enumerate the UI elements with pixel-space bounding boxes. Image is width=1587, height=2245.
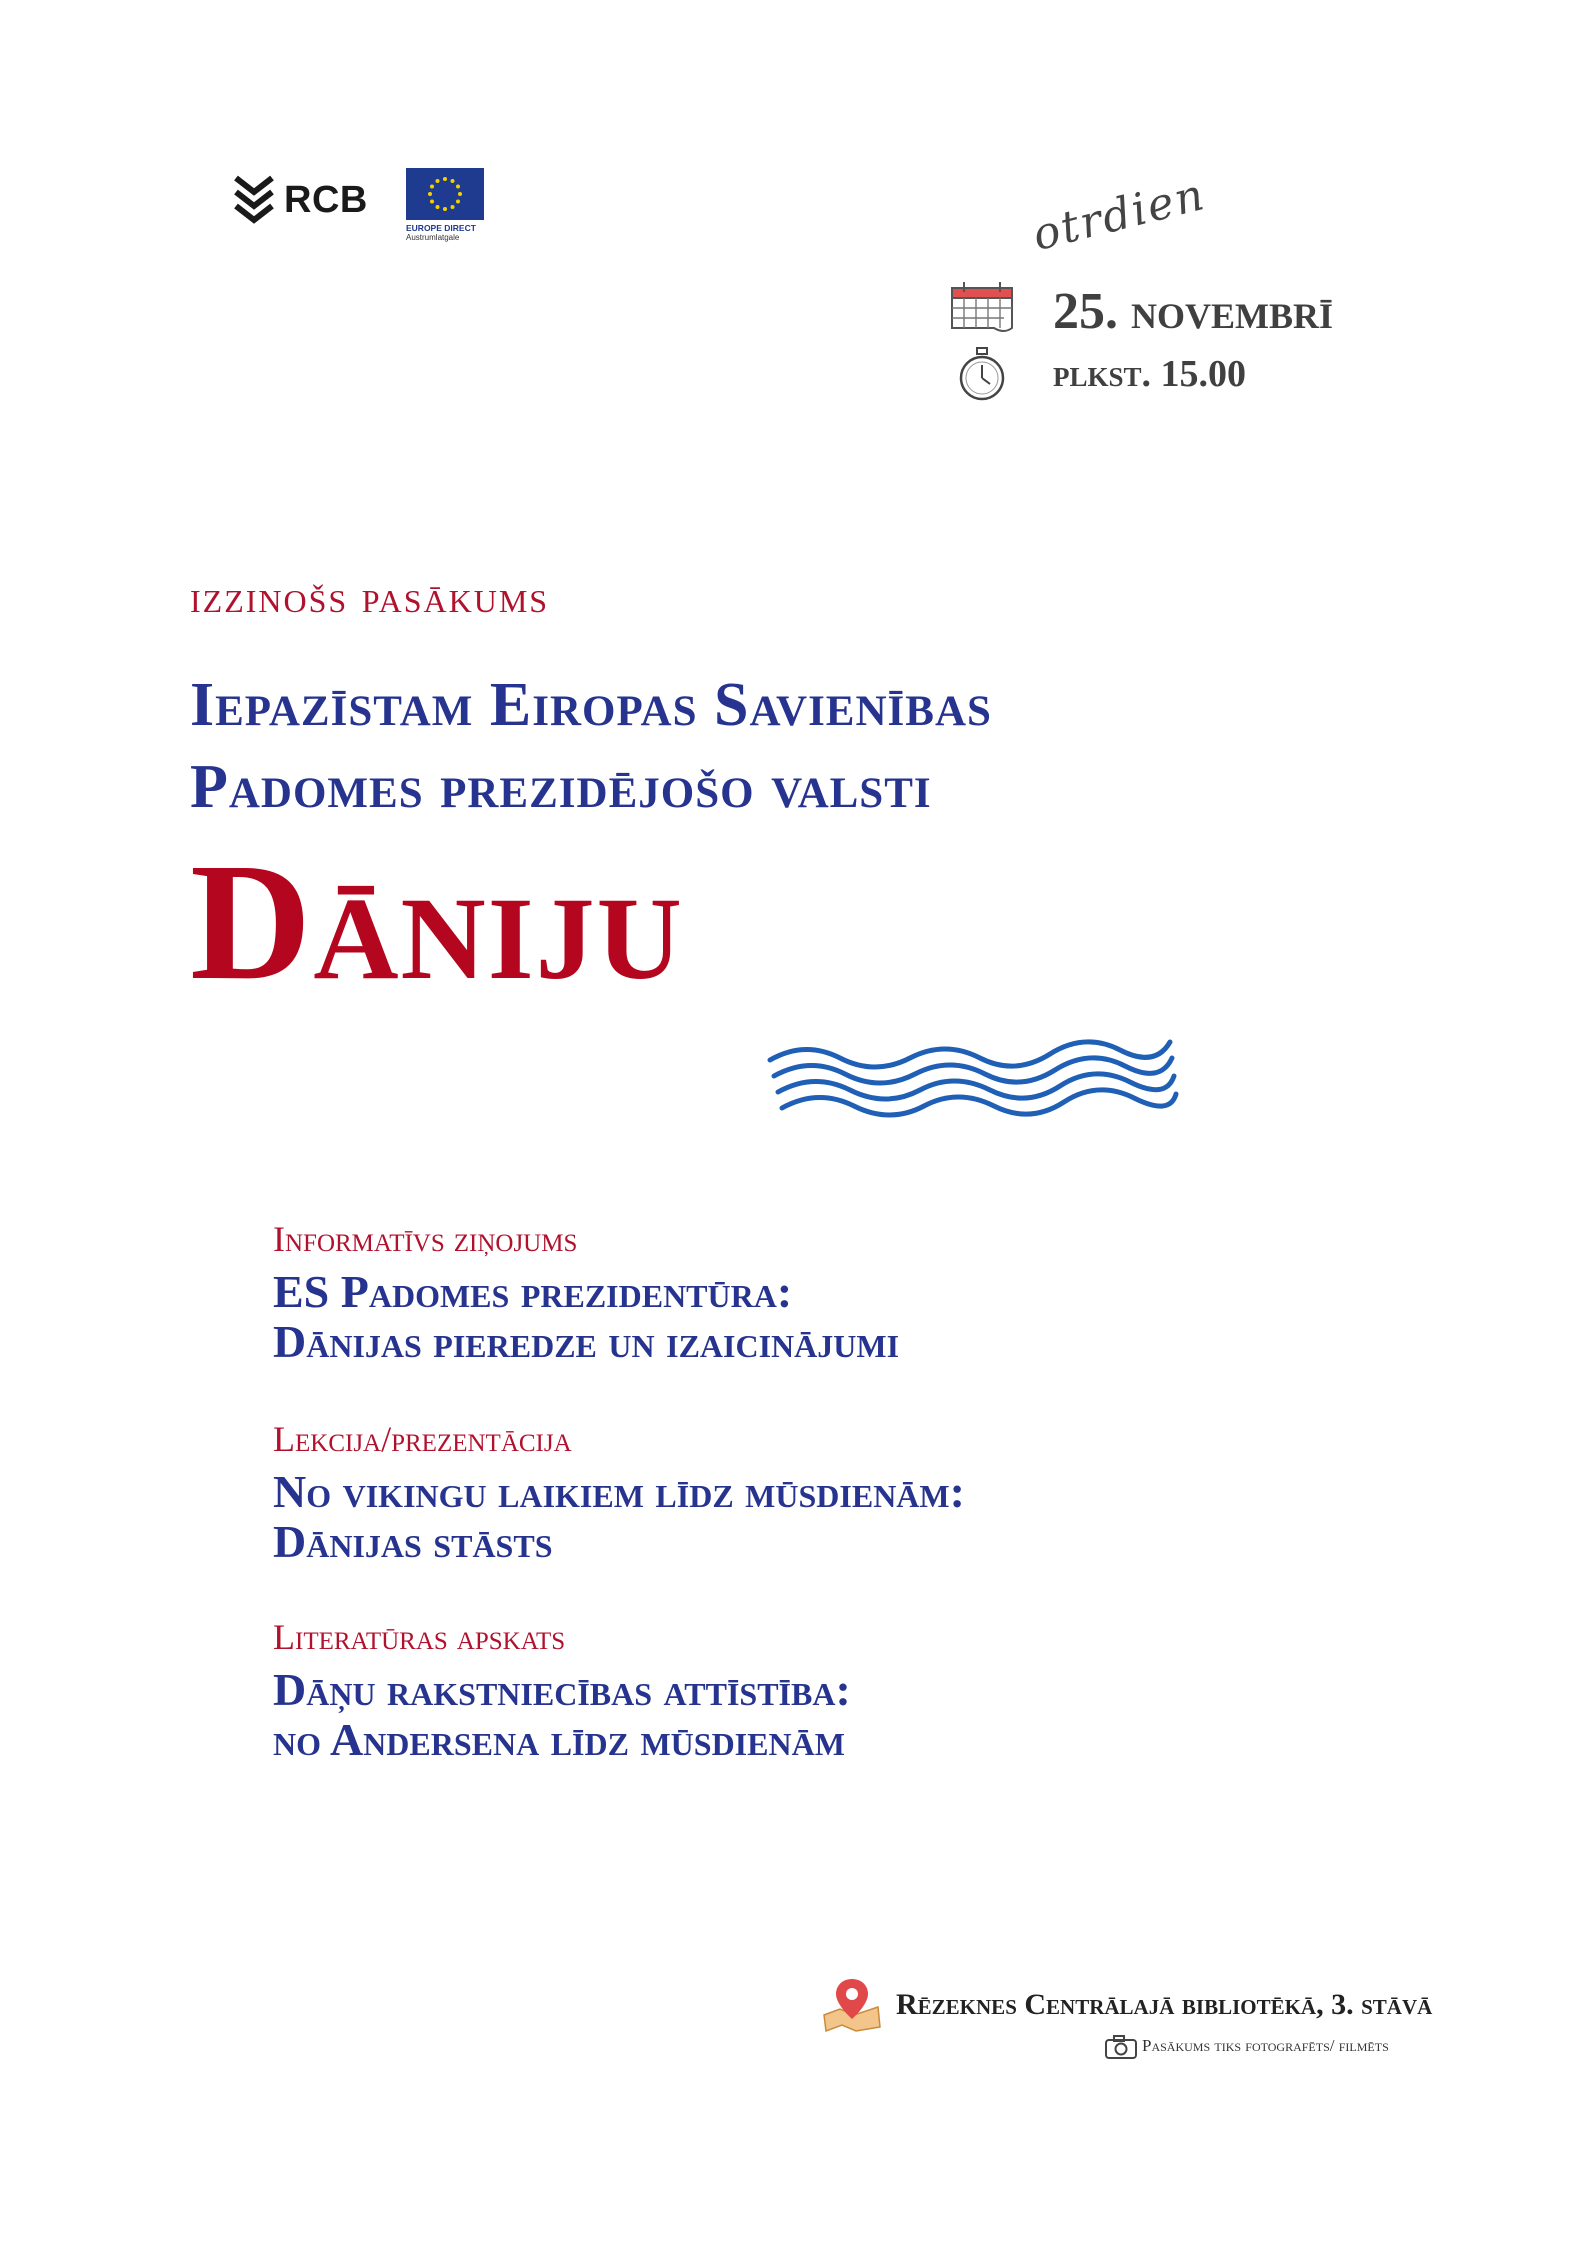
europe-direct-logo [406, 168, 500, 248]
calendar-icon [944, 278, 1020, 338]
program-3-title-line-1: Dāņu rakstniecības attīstība: [273, 1664, 851, 1715]
eu-star-icon [451, 205, 455, 209]
program-3-title-line-2: no Andersena līdz mūsdienām [273, 1714, 845, 1765]
event-date: 25. novembrī [1053, 283, 1334, 340]
eu-star-icon [443, 207, 447, 211]
eu-star-icon [443, 177, 447, 181]
event-type: izzinošs pasākums [190, 571, 550, 622]
europe-direct-region: Austrumlatgale [406, 233, 460, 242]
program-3-label: Literatūras apskats [273, 1617, 566, 1657]
rcb-logo [232, 168, 392, 232]
country-name: Dāniju [190, 829, 684, 1015]
event-title-line-1: Iepazīstam Eiropas Savienības [190, 671, 992, 739]
program-1-label: Informatīvs ziņojums [273, 1219, 578, 1259]
eu-star-icon [436, 179, 440, 183]
eu-star-icon [430, 185, 434, 189]
program-2-title-line-1: No vikingu laikiem līdz mūsdienām: [273, 1466, 965, 1517]
map-pin-icon [820, 1975, 884, 2033]
eu-star-icon [458, 192, 462, 196]
rcb-chevrons-icon [232, 170, 276, 230]
eu-star-icon [456, 185, 460, 189]
program-1-title-line-1: ES Padomes prezidentūra: [273, 1266, 793, 1317]
venue: Rēzeknes Centrālajā bibliotēkā, 3. stāvā [896, 1988, 1433, 2021]
europe-direct-label: EUROPE DIRECT [406, 223, 476, 233]
eu-star-icon [451, 179, 455, 183]
eu-star-icon [456, 200, 460, 204]
stopwatch-icon [956, 346, 1008, 402]
event-title-line-2: Padomes prezidējošo valsti [190, 753, 932, 821]
camera-icon [1104, 2034, 1138, 2060]
eu-flag-icon [406, 168, 484, 220]
photo-note: Pasākums tiks fotografēts/ filmēts [1142, 2036, 1389, 2055]
weekday: otrdien [1027, 168, 1211, 261]
eu-star-icon [428, 192, 432, 196]
waves-icon [760, 1020, 1180, 1130]
event-time: plkst. 15.00 [1053, 353, 1247, 395]
program-2-label: Lekcija/prezentācija [273, 1419, 572, 1459]
program-2-title-line-2: Dānijas stāsts [273, 1516, 553, 1567]
rcb-logo-text: RCB [284, 178, 368, 221]
program-1-title-line-2: Dānijas pieredze un izaicinājumi [273, 1316, 900, 1367]
eu-star-icon [430, 200, 434, 204]
eu-star-icon [436, 205, 440, 209]
